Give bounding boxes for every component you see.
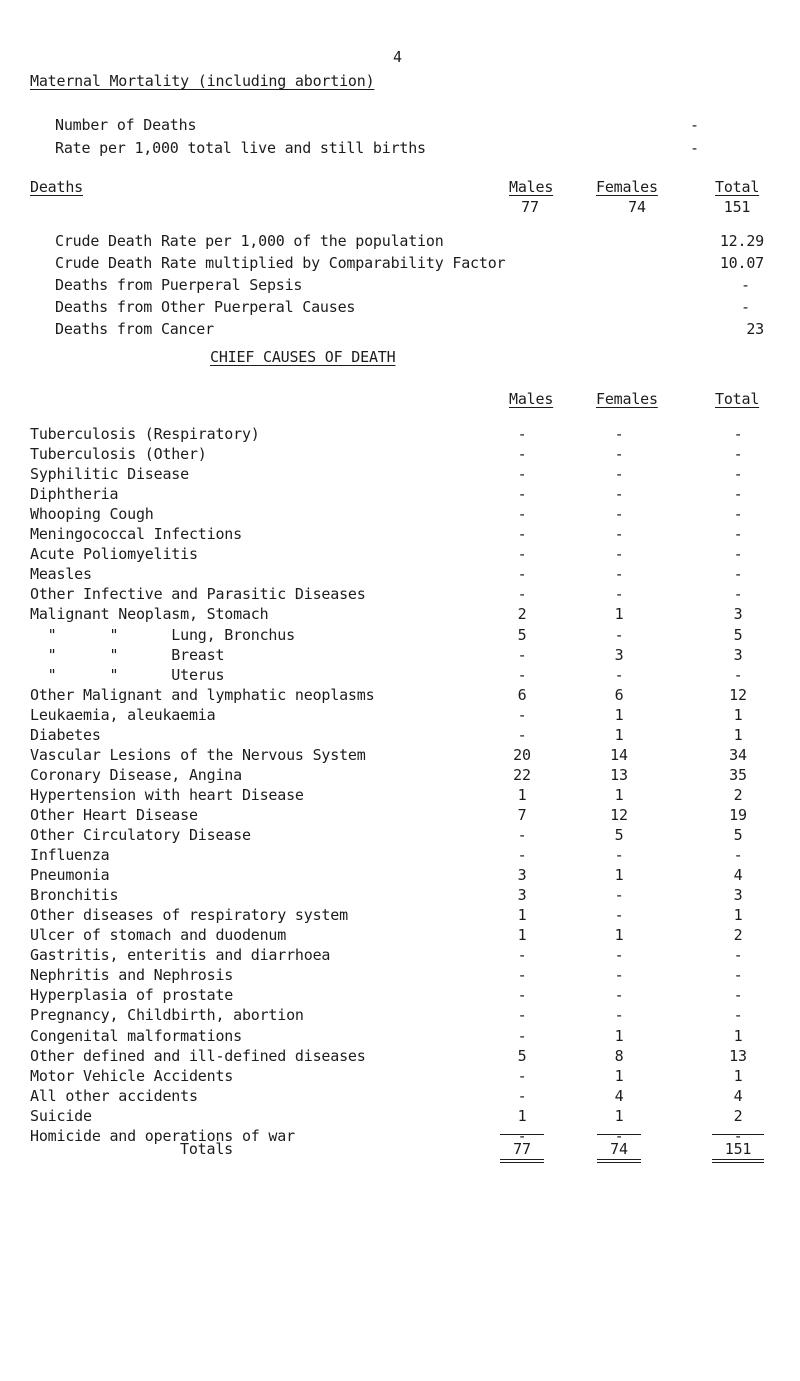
cause-row: [0, 906, 800, 928]
cause-total: -: [733, 585, 743, 603]
cause-total: 3: [733, 886, 743, 904]
cause-row: [0, 726, 800, 748]
cause-total: -: [733, 966, 743, 984]
cause-label: Vascular Lesions of the Nervous System: [30, 746, 366, 764]
stat-label: Crude Death Rate multiplied by Comparability Factor: [55, 254, 506, 272]
cause-females: 4: [614, 1087, 624, 1105]
causes-header-total: Total: [715, 390, 760, 408]
cause-row: [0, 585, 800, 607]
cause-row: [0, 766, 800, 788]
cause-males: -: [517, 585, 527, 603]
cause-females: 1: [614, 926, 624, 944]
cause-males: 1: [517, 926, 527, 944]
totals-total: 151: [724, 1140, 752, 1158]
totals-males: 77: [513, 1140, 531, 1158]
cause-total: 4: [733, 1087, 743, 1105]
cause-label: Hypertension with heart Disease: [30, 786, 304, 804]
cause-label: Congenital malformations: [30, 1027, 242, 1045]
cause-total: -: [733, 666, 743, 684]
deaths-value-females: 74: [628, 198, 646, 216]
cause-total: 2: [733, 1107, 743, 1125]
deaths-label: Deaths: [30, 178, 83, 196]
cause-total: 1: [733, 1027, 743, 1045]
cause-label: Other Heart Disease: [30, 806, 198, 824]
cause-label: " " Breast: [30, 646, 225, 664]
cause-females: -: [614, 445, 624, 463]
cause-females: -: [614, 425, 624, 443]
cause-label: Pneumonia: [30, 866, 110, 884]
cause-females: 6: [614, 686, 624, 704]
cause-row: [0, 846, 800, 868]
double-line-total: [712, 1159, 764, 1163]
cause-label: Other diseases of respiratory system: [30, 906, 348, 924]
cause-row: [0, 986, 800, 1008]
cause-females: -: [614, 986, 624, 1004]
cause-total: -: [733, 1006, 743, 1024]
cause-row: [0, 926, 800, 948]
cause-females: -: [614, 525, 624, 543]
cause-males: 2: [517, 605, 527, 623]
cause-total: -: [733, 465, 743, 483]
sum-line-females: [597, 1134, 641, 1135]
deaths-header-males: Males: [509, 178, 554, 196]
cause-females: -: [614, 666, 624, 684]
causes-heading: CHIEF CAUSES OF DEATH: [210, 348, 396, 366]
cause-total: -: [733, 1127, 743, 1145]
cause-row: [0, 1107, 800, 1129]
stat-value: -: [741, 276, 750, 294]
cause-row: [0, 605, 800, 627]
cause-females: -: [614, 585, 624, 603]
cause-females: 1: [614, 1027, 624, 1045]
cause-label: Homicide and operations of war: [30, 1127, 295, 1145]
cause-row: [0, 866, 800, 888]
cause-females: 1: [614, 1107, 624, 1125]
cause-row: [0, 806, 800, 828]
cause-label: Bronchitis: [30, 886, 119, 904]
cause-label: Coronary Disease, Angina: [30, 766, 242, 784]
cause-total: 12: [729, 686, 747, 704]
cause-label: Meningococcal Infections: [30, 525, 242, 543]
cause-females: 1: [614, 866, 624, 884]
cause-row: [0, 646, 800, 668]
stat-label: Deaths from Puerperal Sepsis: [55, 276, 303, 294]
cause-label: Nephritis and Nephrosis: [30, 966, 234, 984]
cause-total: 1: [733, 906, 743, 924]
cause-label: Pregnancy, Childbirth, abortion: [30, 1006, 304, 1024]
cause-males: 6: [517, 686, 527, 704]
cause-label: Whooping Cough: [30, 505, 154, 523]
cause-row: [0, 465, 800, 487]
cause-label: Syphilitic Disease: [30, 465, 189, 483]
cause-total: -: [733, 986, 743, 1004]
cause-label: Malignant Neoplasm, Stomach: [30, 605, 269, 623]
cause-males: 3: [517, 886, 527, 904]
cause-total: 1: [733, 706, 743, 724]
cause-row: [0, 826, 800, 848]
cause-males: 5: [517, 626, 527, 644]
cause-total: -: [733, 445, 743, 463]
sum-line-total: [712, 1134, 764, 1135]
cause-row: [0, 425, 800, 447]
cause-males: -: [517, 986, 527, 1004]
cause-females: -: [614, 906, 624, 924]
cause-label: Other Circulatory Disease: [30, 826, 251, 844]
cause-total: 5: [733, 826, 743, 844]
cause-females: -: [614, 846, 624, 864]
cause-row: [0, 505, 800, 527]
sum-line-males: [500, 1134, 544, 1135]
cause-males: -: [517, 545, 527, 563]
cause-row: [0, 1067, 800, 1089]
cause-females: 5: [614, 826, 624, 844]
cause-males: -: [517, 946, 527, 964]
stat-value: 23: [746, 320, 764, 338]
cause-females: -: [614, 886, 624, 904]
cause-row: [0, 666, 800, 688]
causes-header-males: Males: [509, 390, 554, 408]
cause-males: -: [517, 1067, 527, 1085]
maternal-item-label: Number of Deaths: [55, 116, 197, 134]
cause-females: -: [614, 505, 624, 523]
cause-males: -: [517, 505, 527, 523]
cause-males: -: [517, 485, 527, 503]
deaths-header-females: Females: [596, 178, 658, 196]
cause-label: " " Uterus: [30, 666, 225, 684]
cause-label: Motor Vehicle Accidents: [30, 1067, 234, 1085]
maternal-item-value: -: [690, 139, 699, 157]
cause-row: [0, 1047, 800, 1069]
cause-males: -: [517, 646, 527, 664]
cause-total: 13: [729, 1047, 747, 1065]
cause-row: [0, 545, 800, 567]
totals-females: 74: [610, 1140, 628, 1158]
totals-label: Totals: [180, 1140, 233, 1158]
cause-males: -: [517, 666, 527, 684]
cause-row: [0, 1087, 800, 1109]
deaths-value-males: 77: [521, 198, 539, 216]
cause-females: 8: [614, 1047, 624, 1065]
maternal-item-value: -: [690, 116, 699, 134]
cause-label: Leukaemia, aleukaemia: [30, 706, 216, 724]
cause-label: Diphtheria: [30, 485, 119, 503]
cause-total: -: [733, 505, 743, 523]
cause-females: -: [614, 565, 624, 583]
stat-label: Crude Death Rate per 1,000 of the population: [55, 232, 444, 250]
cause-total: 34: [729, 746, 747, 764]
deaths-value-total: 151: [723, 198, 751, 216]
cause-total: 3: [733, 646, 743, 664]
cause-males: 22: [513, 766, 531, 784]
cause-males: 1: [517, 1107, 527, 1125]
cause-row: [0, 485, 800, 507]
stat-label: Deaths from Other Puerperal Causes: [55, 298, 356, 316]
cause-females: 1: [614, 726, 624, 744]
cause-label: Tuberculosis (Other): [30, 445, 207, 463]
cause-males: -: [517, 445, 527, 463]
cause-females: 13: [610, 766, 628, 784]
cause-males: -: [517, 565, 527, 583]
cause-row: [0, 946, 800, 968]
cause-label: Other defined and ill-defined diseases: [30, 1047, 366, 1065]
cause-total: 2: [733, 926, 743, 944]
cause-males: -: [517, 706, 527, 724]
cause-row: [0, 445, 800, 467]
cause-row: [0, 565, 800, 587]
cause-males: -: [517, 826, 527, 844]
cause-males: -: [517, 1006, 527, 1024]
cause-females: -: [614, 1127, 624, 1145]
cause-label: " " Lung, Bronchus: [30, 626, 295, 644]
cause-total: 1: [733, 726, 743, 744]
cause-females: -: [614, 485, 624, 503]
cause-total: 2: [733, 786, 743, 804]
causes-header-females: Females: [596, 390, 658, 408]
cause-row: [0, 746, 800, 768]
page-number: 4: [393, 48, 402, 66]
cause-total: 5: [733, 626, 743, 644]
cause-males: -: [517, 846, 527, 864]
cause-males: 5: [517, 1047, 527, 1065]
cause-total: -: [733, 565, 743, 583]
double-line-females: [597, 1159, 641, 1163]
cause-label: Other Infective and Parasitic Diseases: [30, 585, 366, 603]
cause-total: -: [733, 425, 743, 443]
cause-males: -: [517, 465, 527, 483]
cause-males: -: [517, 1027, 527, 1045]
cause-row: [0, 1127, 800, 1149]
maternal-heading: Maternal Mortality (including abortion): [30, 72, 375, 90]
cause-row: [0, 786, 800, 808]
cause-females: -: [614, 946, 624, 964]
cause-total: -: [733, 525, 743, 543]
cause-label: Ulcer of stomach and duodenum: [30, 926, 287, 944]
cause-males: -: [517, 1087, 527, 1105]
stat-value: 12.29: [719, 232, 764, 250]
cause-males: 7: [517, 806, 527, 824]
cause-label: Gastritis, enteritis and diarrhoea: [30, 946, 331, 964]
cause-females: 1: [614, 1067, 624, 1085]
cause-total: 4: [733, 866, 743, 884]
cause-males: 3: [517, 866, 527, 884]
cause-total: 19: [729, 806, 747, 824]
cause-total: -: [733, 485, 743, 503]
cause-females: -: [614, 966, 624, 984]
cause-males: 20: [513, 746, 531, 764]
cause-females: 1: [614, 786, 624, 804]
maternal-item-label: Rate per 1,000 total live and still births: [55, 139, 426, 157]
cause-males: -: [517, 966, 527, 984]
cause-row: [0, 706, 800, 728]
cause-row: [0, 966, 800, 988]
cause-males: -: [517, 525, 527, 543]
cause-females: 3: [614, 646, 624, 664]
cause-label: Suicide: [30, 1107, 92, 1125]
cause-females: 14: [610, 746, 628, 764]
cause-total: 1: [733, 1067, 743, 1085]
stat-label: Deaths from Cancer: [55, 320, 214, 338]
cause-females: 1: [614, 706, 624, 724]
cause-females: -: [614, 626, 624, 644]
cause-females: -: [614, 465, 624, 483]
cause-label: All other accidents: [30, 1087, 198, 1105]
cause-row: [0, 686, 800, 708]
cause-row: [0, 1027, 800, 1049]
cause-females: -: [614, 545, 624, 563]
cause-label: Other Malignant and lymphatic neoplasms: [30, 686, 375, 704]
cause-males: 1: [517, 786, 527, 804]
cause-males: -: [517, 1127, 527, 1145]
deaths-header-total: Total: [715, 178, 760, 196]
double-line-males: [500, 1159, 544, 1163]
cause-row: [0, 886, 800, 908]
stat-value: -: [741, 298, 750, 316]
cause-females: 1: [614, 605, 624, 623]
cause-males: -: [517, 726, 527, 744]
cause-total: 35: [729, 766, 747, 784]
cause-total: 3: [733, 605, 743, 623]
cause-row: [0, 1006, 800, 1028]
cause-males: -: [517, 425, 527, 443]
cause-total: -: [733, 846, 743, 864]
cause-males: 1: [517, 906, 527, 924]
cause-label: Diabetes: [30, 726, 101, 744]
cause-females: -: [614, 1006, 624, 1024]
cause-total: -: [733, 545, 743, 563]
cause-label: Influenza: [30, 846, 110, 864]
cause-total: -: [733, 946, 743, 964]
cause-row: [0, 626, 800, 648]
cause-label: Acute Poliomyelitis: [30, 545, 198, 563]
cause-label: Hyperplasia of prostate: [30, 986, 234, 1004]
cause-row: [0, 525, 800, 547]
cause-label: Measles: [30, 565, 92, 583]
cause-label: Tuberculosis (Respiratory): [30, 425, 260, 443]
stat-value: 10.07: [719, 254, 764, 272]
cause-females: 12: [610, 806, 628, 824]
